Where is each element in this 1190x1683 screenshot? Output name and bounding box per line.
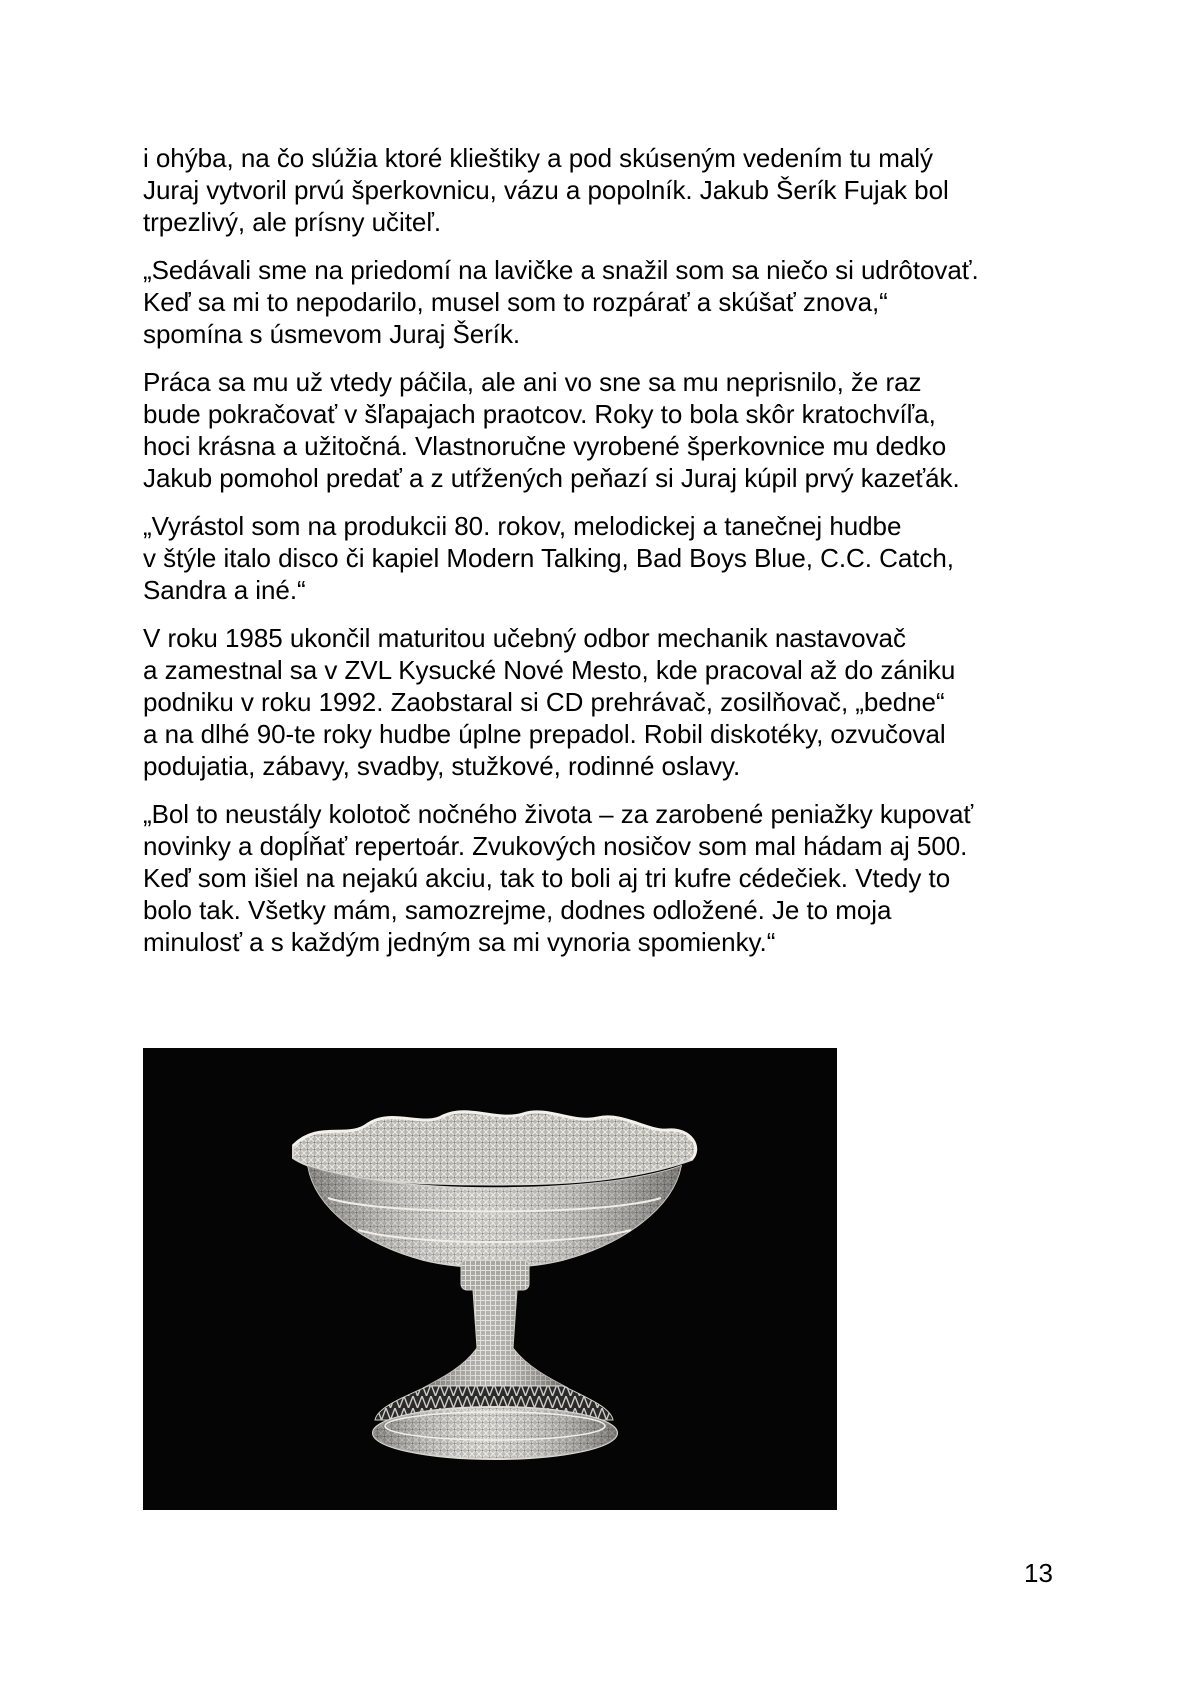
text-line: trpezlivý, ale prísny učiteľ. — [143, 207, 442, 237]
text-line: bude pokračovať v šľapajach praotcov. Roky to bola skôr kratochvíľa, — [143, 399, 936, 429]
text-line: Jakub pomohol predať a z utŕžených peňazí si Juraj kúpil prvý kazeťák. — [143, 463, 960, 493]
text-line: novinky a dopĺňať repertoár. Zvukových nosičov som mal hádam aj 500. — [143, 831, 968, 861]
text-line: „Vyrástol som na produkcii 80. rokov, melodickej a tanečnej hudbe — [143, 511, 902, 541]
text-line: Juraj vytvoril prvú šperkovnicu, vázu a popolník. Jakub Šerík Fujak bol — [143, 175, 949, 205]
text-line: a na dlhé 90-te roky hudbe úplne prepadol. Robil diskotéky, ozvučoval — [143, 719, 946, 749]
text-line: spomína s úsmevom Juraj Šerík. — [143, 319, 521, 349]
paragraph-3 — [143, 366, 1073, 494]
text-line: Keď sa mi to nepodarilo, musel som to rozpárať a skúšať znova,“ — [143, 287, 888, 317]
paragraph-6 — [143, 798, 1073, 958]
text-line: a zamestnal sa v ZVL Kysucké Nové Mesto, kde pracoval až do zániku — [143, 655, 956, 685]
text-line: v štýle italo disco či kapiel Modern Talking, Bad Boys Blue, C.C. Catch, — [143, 543, 954, 573]
page-number: 13 — [1024, 1558, 1053, 1588]
text-line: Sandra a iné.“ — [143, 575, 306, 605]
paragraph-1 — [143, 142, 1073, 238]
text-line: hoci krásna a užitočná. Vlastnoručne vyrobené šperkovnice mu dedko — [143, 431, 947, 461]
text-line: „Sedávali sme na priedomí na lavičke a snažil som sa niečo si udrôtovať. — [143, 255, 979, 285]
text-line: „Bol to neustály kolotoč nočného života – za zarobené peniažky kupovať — [143, 799, 974, 829]
text-line: podujatia, zábavy, svadby, stužkové, rodinné oslavy. — [143, 751, 741, 781]
text-line: Práca sa mu už vtedy páčila, ale ani vo sne sa mu neprisnilo, že raz — [143, 367, 922, 397]
text-line: bolo tak. Všetky mám, samozrejme, dodnes odložené. Je to moja — [143, 895, 892, 925]
wire-bowl-photo — [143, 1048, 837, 1510]
text-line: i ohýba, na čo slúžia ktoré klieštiky a pod skúseným vedením tu malý — [143, 143, 933, 173]
body-text — [143, 142, 1073, 974]
paragraph-2 — [143, 254, 1073, 350]
text-line: podniku v roku 1992. Zaobstaral si CD prehrávač, zosilňovač, „bedne“ — [143, 687, 945, 717]
paragraph-5 — [143, 622, 1073, 782]
paragraph-4 — [143, 510, 1073, 606]
text-line: V roku 1985 ukončil maturitou učebný odbor mechanik nastavovač — [143, 623, 906, 653]
text-line: minulosť a s každým jedným sa mi vynoria spomienky.“ — [143, 927, 776, 957]
text-line: Keď som išiel na nejakú akciu, tak to boli aj tri kufre cédečiek. Vtedy to — [143, 863, 951, 893]
